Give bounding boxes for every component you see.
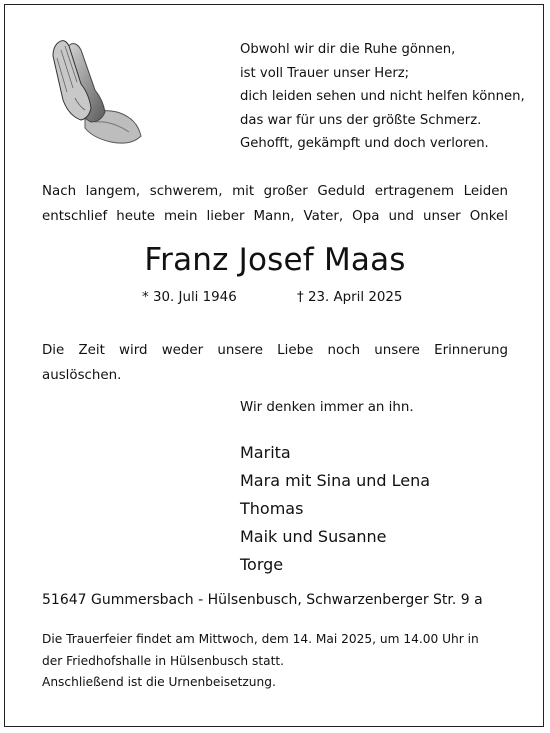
family-member: Mara mit Sina und Lena <box>240 471 431 490</box>
family-member: Torge <box>240 555 284 574</box>
quote-line: auslöschen. <box>42 367 122 383</box>
intro-line: entschlief heute mein lieber Mann, Vater, Opa und unser Onkel <box>42 208 508 224</box>
birth-date: * 30. Juli 1946 <box>142 290 237 305</box>
poem <box>240 38 525 156</box>
family-member: Marita <box>240 443 291 462</box>
quote-text <box>42 339 508 388</box>
address: 51647 Gummersbach - Hülsenbusch, Schwarzenberger Str. 9 a <box>42 592 483 608</box>
death-date: † 23. April 2025 <box>297 290 403 305</box>
notice-line: Die Trauerfeier findet am Mittwoch, dem 14. Mai 2025, um 14.00 Uhr in <box>42 632 479 646</box>
intro-text <box>42 180 508 229</box>
poem-line: ist voll Trauer unser Herz; <box>240 65 410 81</box>
poem-line: Obwohl wir dir die Ruhe gönnen, <box>240 42 456 57</box>
family-member: Maik und Susanne <box>240 527 387 546</box>
notice-line: der Friedhofshalle in Hülsenbusch statt. <box>42 653 284 668</box>
deceased-name: Franz Josef Maas <box>144 242 406 278</box>
memory-line: Wir denken immer an ihn. <box>240 400 414 415</box>
funeral-notice <box>42 629 522 694</box>
poem-line: das war für uns der größte Schmerz. <box>240 112 482 128</box>
family-member: Thomas <box>240 499 304 518</box>
quote-line: Die Zeit wird weder unsere Liebe noch unsere Erinnerung <box>42 343 508 358</box>
intro-line: Nach langem, schwerem, mit großer Geduld ertragenem Leiden <box>42 184 508 199</box>
family-list <box>240 439 430 579</box>
notice-line: Anschließend ist die Urnenbeisetzung. <box>42 675 276 689</box>
poem-line: Gehofft, gekämpft und doch verloren. <box>240 136 489 152</box>
poem-line: dich leiden sehen und nicht helfen können, <box>240 89 525 105</box>
praying-hands-icon <box>45 38 145 148</box>
